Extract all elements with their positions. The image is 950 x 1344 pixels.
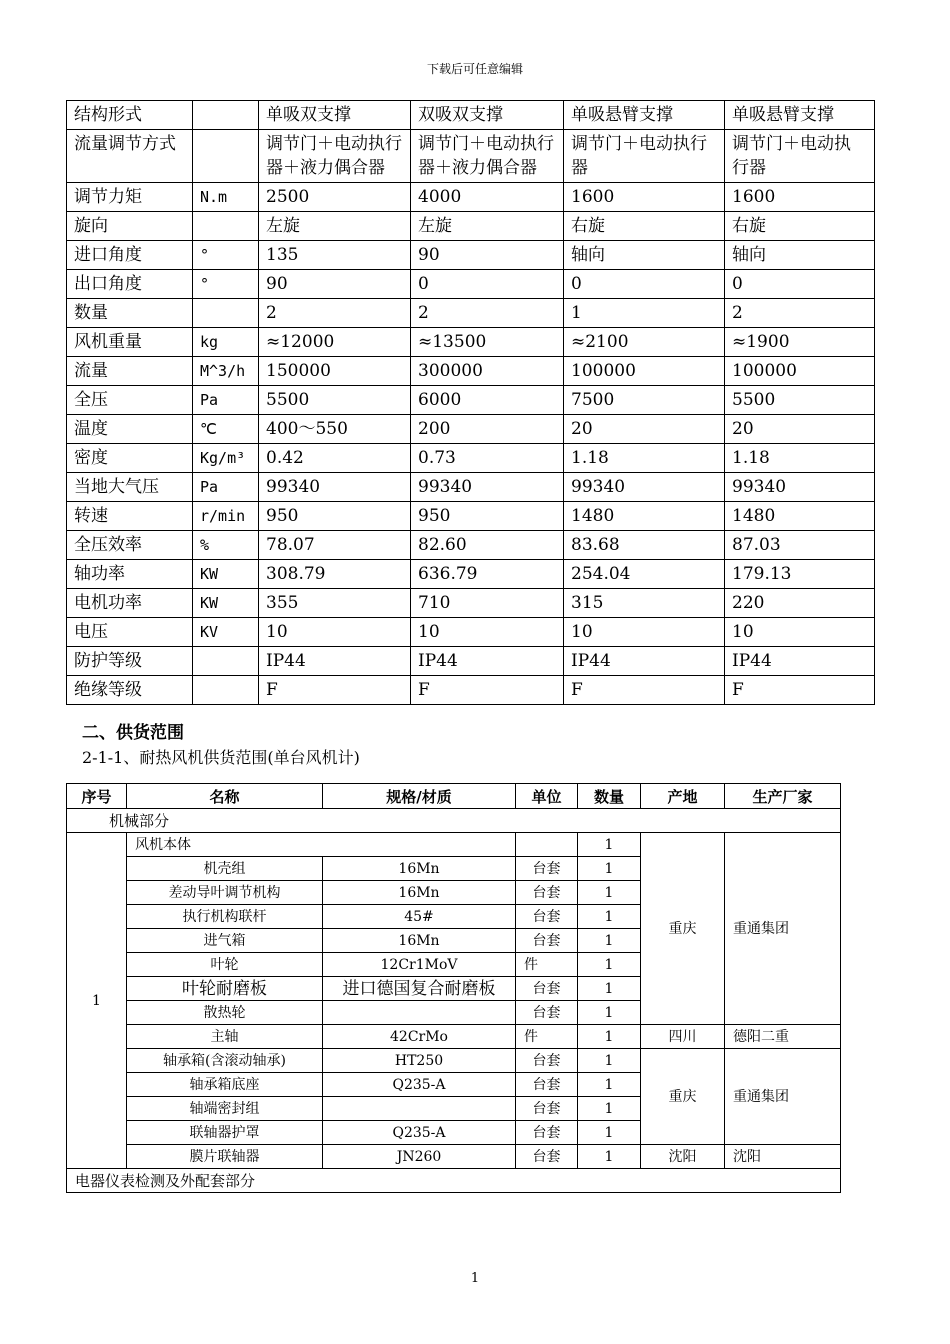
item-name: 进气箱: [127, 929, 323, 953]
item-unit: 台套: [516, 1145, 578, 1169]
spec-label: 密度: [67, 444, 193, 473]
supply-header-row: [67, 784, 841, 809]
spec-value-2: 双吸双支撑: [411, 101, 564, 130]
spec-unit: [193, 676, 259, 705]
spec-value-3: 调节门＋电动执行器: [564, 130, 725, 183]
section-mechanical: 机械部分: [67, 809, 841, 833]
item-unit: 台套: [516, 857, 578, 881]
item-unit: 台套: [516, 1049, 578, 1073]
spec-value-4: 99340: [725, 473, 875, 502]
spec-unit: [193, 130, 259, 183]
spec-label: 电压: [67, 618, 193, 647]
spec-label: 全压: [67, 386, 193, 415]
item-name: 主轴: [127, 1025, 323, 1049]
spec-unit: M^3/h: [193, 357, 259, 386]
item-name: 叶轮: [127, 953, 323, 977]
item-unit: 台套: [516, 929, 578, 953]
spec-label: 流量调节方式: [67, 130, 193, 183]
spec-value-2: 调节门＋电动执行器＋液力偶合器: [411, 130, 564, 183]
spec-value-3: 单吸悬臂支撑: [564, 101, 725, 130]
page-header: 下载后可任意编辑: [426, 62, 523, 76]
item-name: 机壳组: [127, 857, 323, 881]
spec-value-4: ≈1900: [725, 328, 875, 357]
item-spec: JN260: [323, 1145, 516, 1169]
spec-value-4: 0: [725, 270, 875, 299]
item-name: 轴承箱底座: [127, 1073, 323, 1097]
table-row: [67, 1145, 841, 1169]
spec-value-1: 308.79: [259, 560, 411, 589]
header-maker: 生产厂家: [725, 784, 841, 809]
spec-value-1: ≈12000: [259, 328, 411, 357]
spec-unit: [193, 299, 259, 328]
item-spec: 进口德国复合耐磨板: [323, 977, 516, 1001]
spec-row: [67, 270, 875, 299]
spec-value-3: 99340: [564, 473, 725, 502]
item-qty: 1: [578, 881, 641, 905]
item-qty: 1: [578, 1121, 641, 1145]
header-seq: 序号: [67, 784, 127, 809]
spec-value-2: 左旋: [411, 212, 564, 241]
spec-unit: KW: [193, 589, 259, 618]
spec-row: [67, 130, 875, 183]
header-spec: 规格/材质: [323, 784, 516, 809]
spec-value-2: 200: [411, 415, 564, 444]
spec-value-1: 400～550: [259, 415, 411, 444]
spec-value-3: 20: [564, 415, 725, 444]
seq-cell: 1: [67, 833, 127, 1169]
spec-row: [67, 502, 875, 531]
spec-label: 绝缘等级: [67, 676, 193, 705]
spec-value-3: 1600: [564, 183, 725, 212]
spec-row: [67, 676, 875, 705]
spec-label: 温度: [67, 415, 193, 444]
item-name: 散热轮: [127, 1001, 323, 1025]
table-row: [67, 833, 841, 857]
spec-unit: [193, 647, 259, 676]
spec-value-4: 单吸悬臂支撑: [725, 101, 875, 130]
spec-unit: N.m: [193, 183, 259, 212]
spec-label: 旋向: [67, 212, 193, 241]
item-unit: 件: [516, 1025, 578, 1049]
spec-value-2: 10: [411, 618, 564, 647]
subsection-title: 2-1-1、耐热风机供货范围(单台风机计): [82, 748, 360, 767]
spec-label: 全压效率: [67, 531, 193, 560]
item-name: 叶轮耐磨板: [127, 977, 323, 1001]
spec-value-2: 4000: [411, 183, 564, 212]
spec-value-1: 2500: [259, 183, 411, 212]
spec-label: 当地大气压: [67, 473, 193, 502]
item-qty: 1: [578, 1097, 641, 1121]
item-unit: 台套: [516, 881, 578, 905]
spec-row: [67, 415, 875, 444]
maker-a: 重通集团: [725, 833, 841, 1025]
spec-value-1: 135: [259, 241, 411, 270]
spec-value-3: ≈2100: [564, 328, 725, 357]
item-spec: 16Mn: [323, 857, 516, 881]
spec-value-1: 150000: [259, 357, 411, 386]
spec-value-3: 1480: [564, 502, 725, 531]
spec-label: 轴功率: [67, 560, 193, 589]
header-qty: 数量: [578, 784, 641, 809]
spec-row: [67, 299, 875, 328]
spec-unit: [193, 212, 259, 241]
header-name: 名称: [127, 784, 323, 809]
spec-value-4: 10: [725, 618, 875, 647]
item-spec: [323, 1001, 516, 1025]
item-spec: 12Cr1MoV: [323, 953, 516, 977]
spec-value-1: 单吸双支撑: [259, 101, 411, 130]
spec-row: [67, 357, 875, 386]
spec-value-1: 10: [259, 618, 411, 647]
spec-value-2: 2: [411, 299, 564, 328]
spec-value-3: 1.18: [564, 444, 725, 473]
spec-label: 数量: [67, 299, 193, 328]
spec-label: 转速: [67, 502, 193, 531]
spec-unit: Pa: [193, 386, 259, 415]
spec-value-4: 87.03: [725, 531, 875, 560]
spec-value-3: 10: [564, 618, 725, 647]
spec-value-1: 调节门＋电动执行器＋液力偶合器: [259, 130, 411, 183]
spec-label: 出口角度: [67, 270, 193, 299]
spec-value-3: 右旋: [564, 212, 725, 241]
spec-value-4: 2: [725, 299, 875, 328]
spec-value-4: 1600: [725, 183, 875, 212]
spec-value-2: 636.79: [411, 560, 564, 589]
spec-value-3: 0: [564, 270, 725, 299]
maker-b: 德阳二重: [725, 1025, 841, 1049]
spec-table: [66, 100, 875, 705]
supply-table: [66, 783, 841, 1193]
spec-value-3: 7500: [564, 386, 725, 415]
item-spec: HT250: [323, 1049, 516, 1073]
spec-value-1: 左旋: [259, 212, 411, 241]
body-label: 风机本体: [127, 833, 516, 857]
spec-value-4: 1480: [725, 502, 875, 531]
spec-label: 风机重量: [67, 328, 193, 357]
spec-value-2: F: [411, 676, 564, 705]
spec-value-2: 82.60: [411, 531, 564, 560]
spec-row: [67, 183, 875, 212]
item-spec: Q235-A: [323, 1121, 516, 1145]
spec-unit: kg: [193, 328, 259, 357]
item-unit: 台套: [516, 1073, 578, 1097]
item-spec: 16Mn: [323, 881, 516, 905]
spec-value-4: 100000: [725, 357, 875, 386]
spec-row: [67, 647, 875, 676]
spec-value-2: 6000: [411, 386, 564, 415]
spec-value-4: F: [725, 676, 875, 705]
spec-label: 流量: [67, 357, 193, 386]
spec-value-4: 轴向: [725, 241, 875, 270]
spec-label: 防护等级: [67, 647, 193, 676]
spec-value-4: 220: [725, 589, 875, 618]
spec-value-4: 5500: [725, 386, 875, 415]
spec-value-1: 355: [259, 589, 411, 618]
spec-label: 调节力矩: [67, 183, 193, 212]
spec-row: [67, 101, 875, 130]
item-name: 轴承箱(含滚动轴承): [127, 1049, 323, 1073]
spec-row: [67, 560, 875, 589]
spec-unit: KV: [193, 618, 259, 647]
spec-row: [67, 473, 875, 502]
item-unit: 件: [516, 953, 578, 977]
spec-unit: [193, 101, 259, 130]
spec-value-2: 0: [411, 270, 564, 299]
item-spec: 42CrMo: [323, 1025, 516, 1049]
body-qty: 1: [578, 833, 641, 857]
item-qty: 1: [578, 905, 641, 929]
spec-label: 结构形式: [67, 101, 193, 130]
spec-unit: r/min: [193, 502, 259, 531]
maker-d: 沈阳: [725, 1145, 841, 1169]
spec-value-4: 20: [725, 415, 875, 444]
spec-value-2: ≈13500: [411, 328, 564, 357]
spec-label: 进口角度: [67, 241, 193, 270]
spec-value-2: 710: [411, 589, 564, 618]
spec-row: [67, 212, 875, 241]
spec-value-1: IP44: [259, 647, 411, 676]
item-qty: 1: [578, 1001, 641, 1025]
spec-value-3: 轴向: [564, 241, 725, 270]
spec-value-1: 5500: [259, 386, 411, 415]
spec-value-2: 90: [411, 241, 564, 270]
spec-value-4: 179.13: [725, 560, 875, 589]
item-spec: [323, 1097, 516, 1121]
spec-value-4: 调节门＋电动执行器: [725, 130, 875, 183]
spec-row: [67, 444, 875, 473]
item-unit: 台套: [516, 1001, 578, 1025]
spec-row: [67, 589, 875, 618]
header-origin: 产地: [641, 784, 725, 809]
origin-b: 四川: [641, 1025, 725, 1049]
item-spec: 16Mn: [323, 929, 516, 953]
spec-value-1: 2: [259, 299, 411, 328]
table-row: [67, 1025, 841, 1049]
spec-value-1: 0.42: [259, 444, 411, 473]
spec-value-1: F: [259, 676, 411, 705]
origin-c: 重庆: [641, 1049, 725, 1145]
origin-d: 沈阳: [641, 1145, 725, 1169]
body-unit: [516, 833, 578, 857]
section-electrical: 电器仪表检测及外配套部分: [67, 1169, 841, 1193]
spec-unit: Pa: [193, 473, 259, 502]
spec-value-2: 950: [411, 502, 564, 531]
maker-c: 重通集团: [725, 1049, 841, 1145]
item-unit: 台套: [516, 1097, 578, 1121]
spec-value-1: 78.07: [259, 531, 411, 560]
spec-value-4: IP44: [725, 647, 875, 676]
spec-value-1: 950: [259, 502, 411, 531]
spec-value-3: 100000: [564, 357, 725, 386]
item-qty: 1: [578, 929, 641, 953]
section-title: 二、供货范围: [82, 723, 184, 743]
spec-row: [67, 328, 875, 357]
spec-value-3: F: [564, 676, 725, 705]
item-qty: 1: [578, 1145, 641, 1169]
header-unit: 单位: [516, 784, 578, 809]
item-qty: 1: [578, 1073, 641, 1097]
spec-value-2: 300000: [411, 357, 564, 386]
item-name: 轴端密封组: [127, 1097, 323, 1121]
item-unit: 台套: [516, 1121, 578, 1145]
spec-value-2: IP44: [411, 647, 564, 676]
item-name: 联轴器护罩: [127, 1121, 323, 1145]
item-qty: 1: [578, 953, 641, 977]
section-row-mechanical: [67, 809, 841, 833]
spec-row: [67, 386, 875, 415]
item-spec: Q235-A: [323, 1073, 516, 1097]
item-name: 膜片联轴器: [127, 1145, 323, 1169]
spec-unit: Kg/m³: [193, 444, 259, 473]
spec-unit: °: [193, 270, 259, 299]
spec-value-3: 254.04: [564, 560, 725, 589]
spec-unit: KW: [193, 560, 259, 589]
page-number: 1: [470, 1271, 480, 1286]
item-qty: 1: [578, 857, 641, 881]
spec-value-3: 83.68: [564, 531, 725, 560]
section-row-electrical: [67, 1169, 841, 1193]
spec-label: 电机功率: [67, 589, 193, 618]
item-name: 执行机构联杆: [127, 905, 323, 929]
item-unit: 台套: [516, 977, 578, 1001]
spec-value-3: IP44: [564, 647, 725, 676]
spec-value-2: 0.73: [411, 444, 564, 473]
spec-value-3: 315: [564, 589, 725, 618]
item-qty: 1: [578, 977, 641, 1001]
item-qty: 1: [578, 1049, 641, 1073]
spec-row: [67, 241, 875, 270]
spec-value-1: 90: [259, 270, 411, 299]
spec-unit: °: [193, 241, 259, 270]
origin-a: 重庆: [641, 833, 725, 1025]
spec-row: [67, 531, 875, 560]
item-spec: 45#: [323, 905, 516, 929]
item-name: 差动导叶调节机构: [127, 881, 323, 905]
spec-unit: %: [193, 531, 259, 560]
spec-unit: ℃: [193, 415, 259, 444]
spec-value-2: 99340: [411, 473, 564, 502]
item-unit: 台套: [516, 905, 578, 929]
spec-value-4: 右旋: [725, 212, 875, 241]
spec-value-1: 99340: [259, 473, 411, 502]
spec-row: [67, 618, 875, 647]
table-row: [67, 1049, 841, 1073]
spec-value-4: 1.18: [725, 444, 875, 473]
spec-value-3: 1: [564, 299, 725, 328]
item-qty: 1: [578, 1025, 641, 1049]
